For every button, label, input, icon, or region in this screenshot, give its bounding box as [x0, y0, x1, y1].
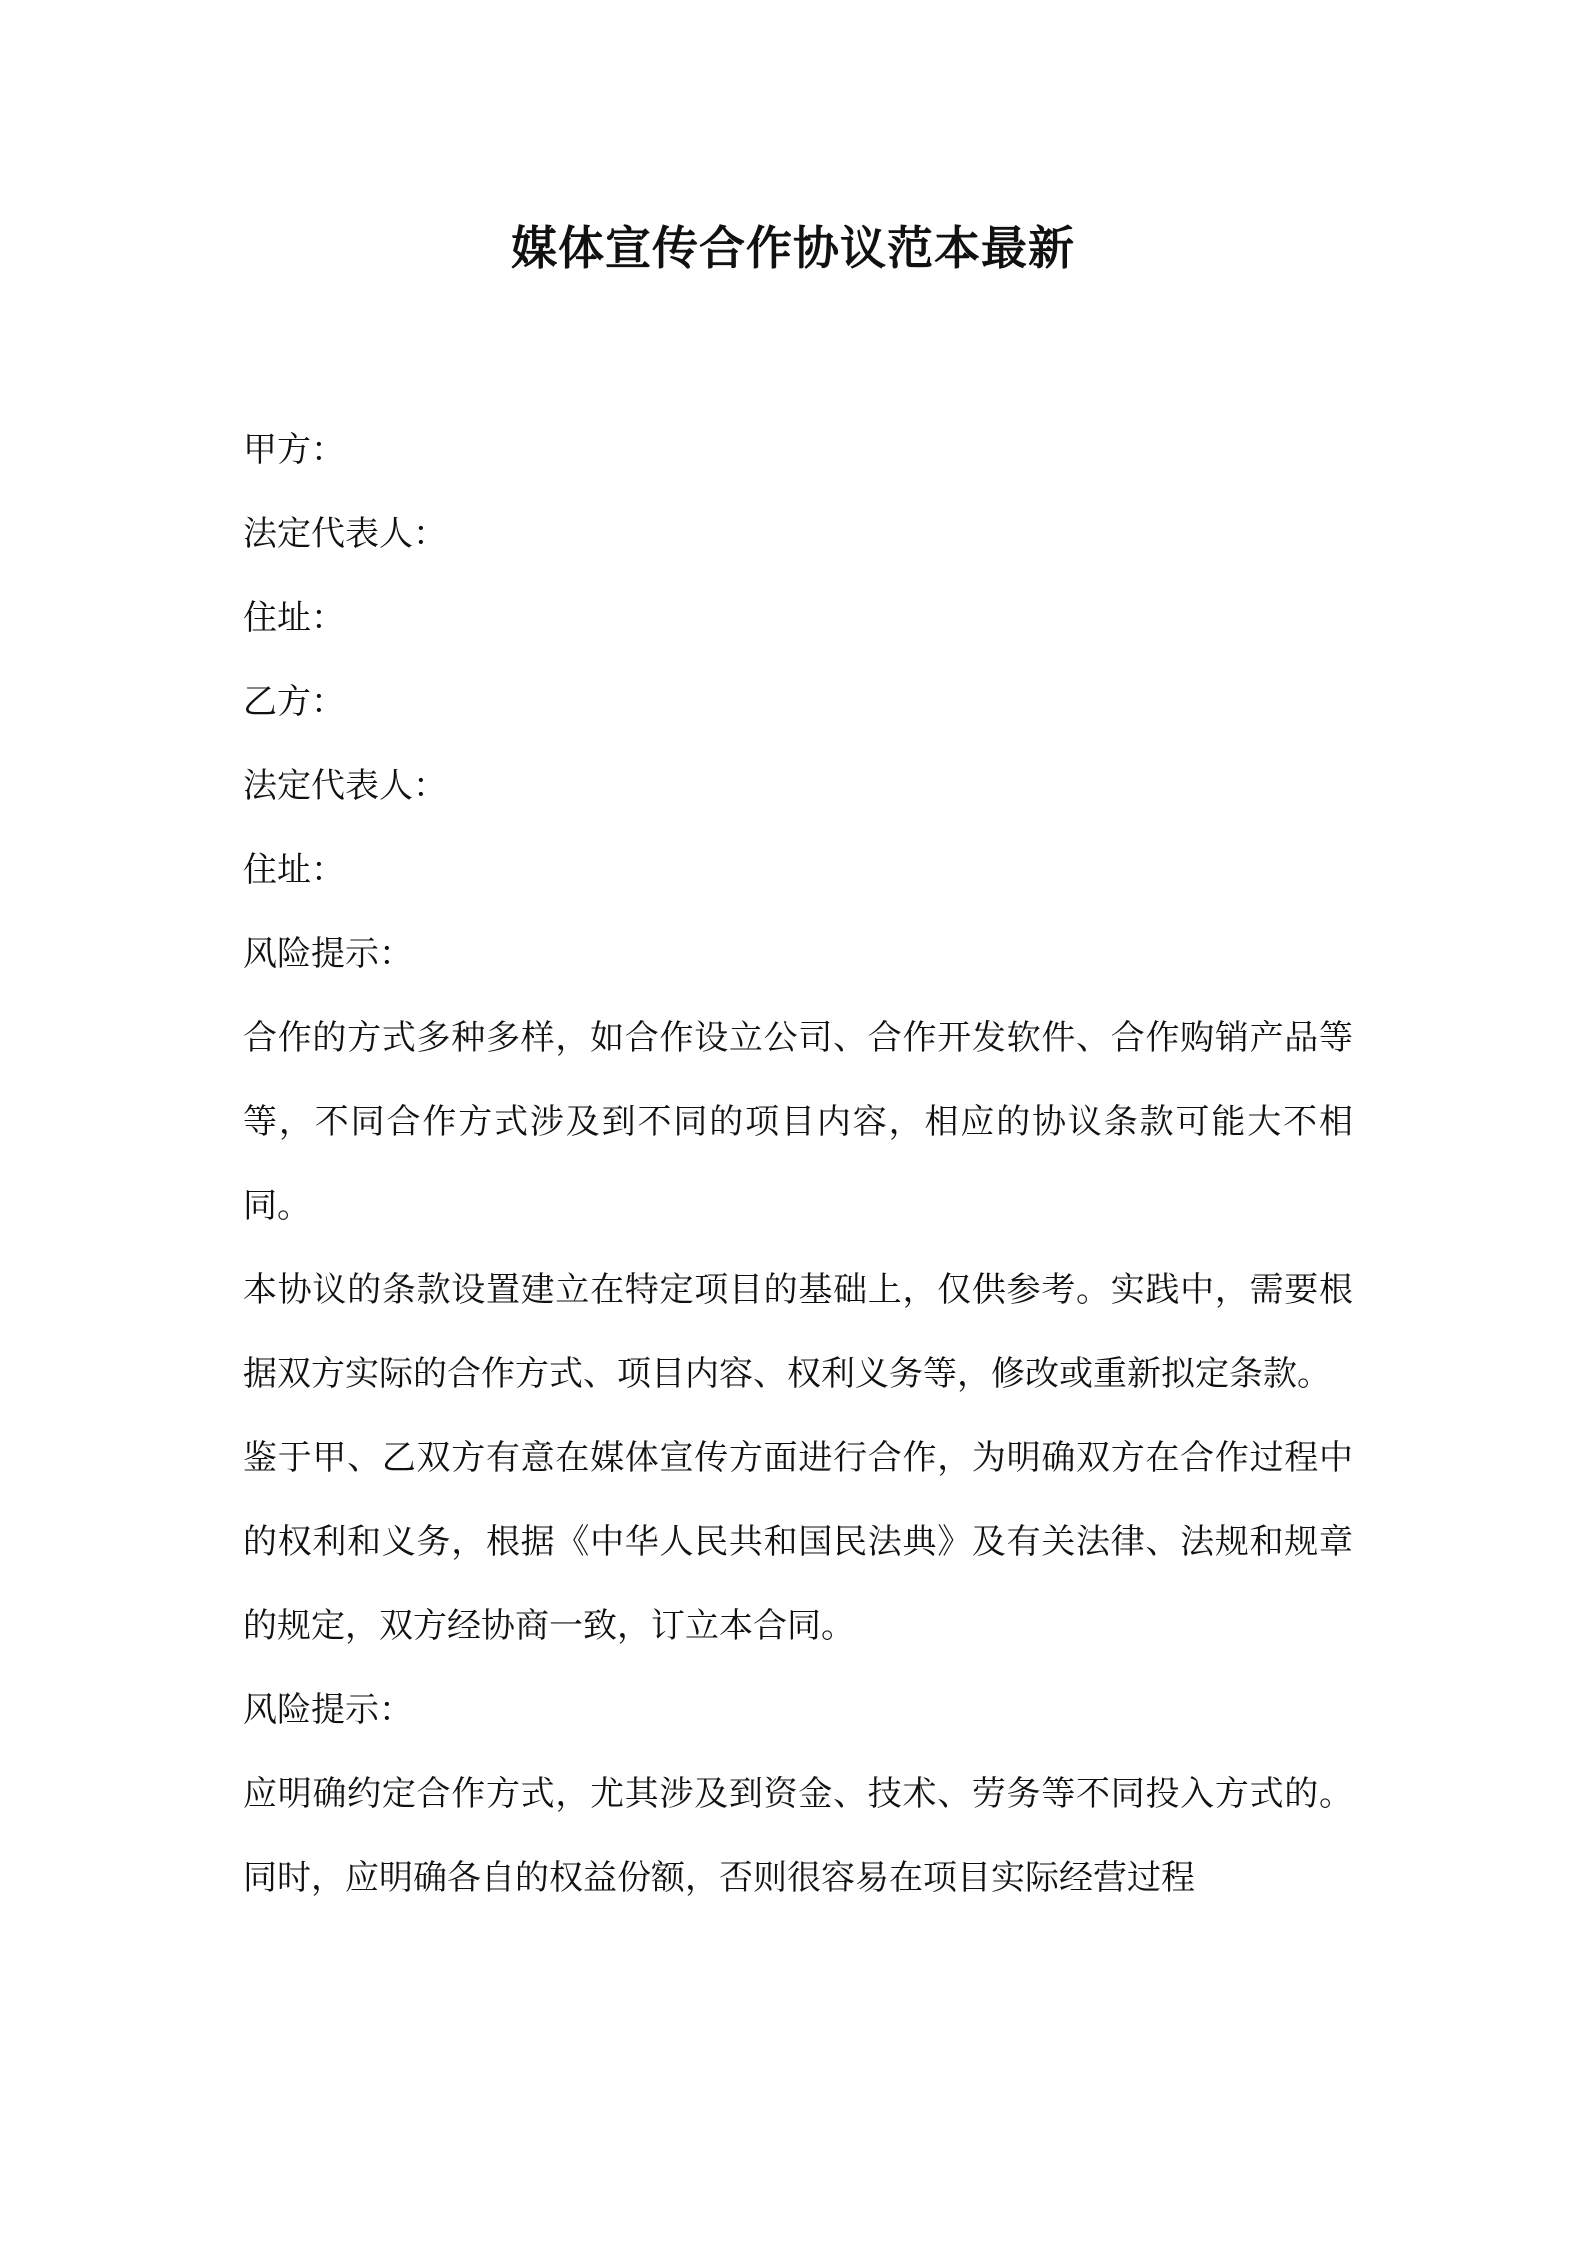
document-title: 媒体宣传合作协议范本最新: [511, 221, 1075, 275]
party-a-address-label: 住址：: [243, 598, 345, 638]
party-a-label: 甲方：: [243, 430, 345, 470]
paragraph-recitals: 鉴于甲、乙双方有意在媒体宣传方面进行合作，为明确双方在合作过程中的权利和义务，根据《中华人民共和国民法典》及有关法律、法规和规章的规定，双方经协商一致，订立本合同。: [243, 1438, 1353, 1646]
paragraph-cooperation-terms: 应明确约定合作方式，尤其涉及到资金、技术、劳务等不同投入方式的。同时，应明确各自的权益份额，否则很容易在项目实际经营过程: [243, 1774, 1353, 1898]
risk-tip-heading: 风险提示：: [243, 1690, 413, 1730]
paragraph-cooperation-methods: 合作的方式多种多样，如合作设立公司、合作开发软件、合作购销产品等等，不同合作方式涉及到不同的项目内容，相应的协议条款可能大不相同。: [243, 1018, 1353, 1226]
paragraph-terms-reference: 本协议的条款设置建立在特定项目的基础上，仅供参考。实践中，需要根据双方实际的合作方式、项目内容、权利义务等，修改或重新拟定条款。: [243, 1270, 1353, 1394]
document-body: [243, 408, 1353, 1920]
party-b-address-label: 住址：: [243, 850, 345, 890]
risk-tip-heading: 风险提示：: [243, 934, 413, 974]
party-a-representative-label: 法定代表人：: [243, 514, 447, 554]
party-b-representative-label: 法定代表人：: [243, 766, 447, 806]
party-b-label: 乙方：: [243, 682, 345, 722]
